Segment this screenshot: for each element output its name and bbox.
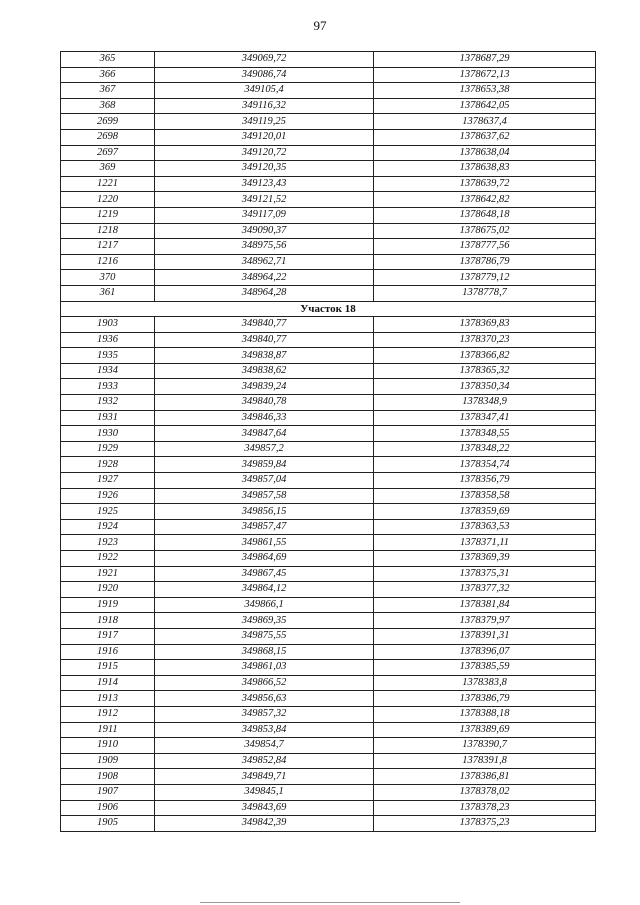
table-row [61, 192, 596, 208]
x-coordinate-cell: 349868,15 [155, 644, 374, 660]
point-number-cell: 1932 [61, 395, 155, 411]
table-row [61, 129, 596, 145]
table-row [61, 52, 596, 68]
y-coordinate-cell: 1378391,8 [374, 753, 596, 769]
y-coordinate-cell: 1378642,82 [374, 192, 596, 208]
point-number-cell: 1921 [61, 566, 155, 582]
section-title: Участок 18 [61, 301, 596, 317]
x-coordinate-cell: 349121,52 [155, 192, 374, 208]
point-number-cell: 361 [61, 285, 155, 301]
x-coordinate-cell: 349120,01 [155, 129, 374, 145]
point-number-cell: 1920 [61, 582, 155, 598]
table-row [61, 800, 596, 816]
table-row [61, 566, 596, 582]
x-coordinate-cell: 349846,33 [155, 410, 374, 426]
x-coordinate-cell: 349843,69 [155, 800, 374, 816]
x-coordinate-cell: 348962,71 [155, 254, 374, 270]
x-coordinate-cell: 349838,62 [155, 363, 374, 379]
table-row [61, 597, 596, 613]
y-coordinate-cell: 1378638,83 [374, 161, 596, 177]
table-row [61, 706, 596, 722]
x-coordinate-cell: 349864,12 [155, 582, 374, 598]
y-coordinate-cell: 1378653,38 [374, 83, 596, 99]
table-row [61, 317, 596, 333]
point-number-cell: 1922 [61, 551, 155, 567]
point-number-cell: 1935 [61, 348, 155, 364]
point-number-cell: 1220 [61, 192, 155, 208]
table-row [61, 223, 596, 239]
table-row [61, 816, 596, 832]
table-row [61, 660, 596, 676]
point-number-cell: 1917 [61, 628, 155, 644]
point-number-cell: 1916 [61, 644, 155, 660]
y-coordinate-cell: 1378348,9 [374, 395, 596, 411]
point-number-cell: 370 [61, 270, 155, 286]
y-coordinate-cell: 1378378,02 [374, 784, 596, 800]
y-coordinate-cell: 1378386,79 [374, 691, 596, 707]
point-number-cell: 1934 [61, 363, 155, 379]
point-number-cell: 366 [61, 67, 155, 83]
table-row [61, 488, 596, 504]
table-row [61, 784, 596, 800]
table-row [61, 207, 596, 223]
y-coordinate-cell: 1378777,56 [374, 239, 596, 255]
point-number-cell: 1911 [61, 722, 155, 738]
point-number-cell: 1923 [61, 535, 155, 551]
point-number-cell: 1910 [61, 738, 155, 754]
table-row [61, 613, 596, 629]
y-coordinate-cell: 1378391,31 [374, 628, 596, 644]
table-row [61, 145, 596, 161]
point-number-cell: 1905 [61, 816, 155, 832]
point-number-cell: 1218 [61, 223, 155, 239]
x-coordinate-cell: 349838,87 [155, 348, 374, 364]
x-coordinate-cell: 349117,09 [155, 207, 374, 223]
point-number-cell: 1915 [61, 660, 155, 676]
table-row [61, 675, 596, 691]
y-coordinate-cell: 1378390,7 [374, 738, 596, 754]
table-row [61, 348, 596, 364]
x-coordinate-cell: 348964,22 [155, 270, 374, 286]
point-number-cell: 1903 [61, 317, 155, 333]
y-coordinate-cell: 1378779,12 [374, 270, 596, 286]
table-row [61, 473, 596, 489]
y-coordinate-cell: 1378637,4 [374, 114, 596, 130]
table-row [61, 410, 596, 426]
y-coordinate-cell: 1378383,8 [374, 675, 596, 691]
point-number-cell: 1930 [61, 426, 155, 442]
y-coordinate-cell: 1378648,18 [374, 207, 596, 223]
x-coordinate-cell: 349869,35 [155, 613, 374, 629]
table-row [61, 83, 596, 99]
x-coordinate-cell: 349861,03 [155, 660, 374, 676]
y-coordinate-cell: 1378366,82 [374, 348, 596, 364]
table-row [61, 379, 596, 395]
table-row [61, 722, 596, 738]
table-row [61, 176, 596, 192]
y-coordinate-cell: 1378389,69 [374, 722, 596, 738]
y-coordinate-cell: 1378375,31 [374, 566, 596, 582]
point-number-cell: 1929 [61, 441, 155, 457]
x-coordinate-cell: 349857,47 [155, 519, 374, 535]
y-coordinate-cell: 1378386,81 [374, 769, 596, 785]
table-row [61, 753, 596, 769]
y-coordinate-cell: 1378687,29 [374, 52, 596, 68]
point-number-cell: 1912 [61, 706, 155, 722]
table-row [61, 519, 596, 535]
table-row [61, 457, 596, 473]
table-row [61, 98, 596, 114]
table-row [61, 332, 596, 348]
point-number-cell: 1919 [61, 597, 155, 613]
point-number-cell: 365 [61, 52, 155, 68]
x-coordinate-cell: 349857,32 [155, 706, 374, 722]
table-row [61, 426, 596, 442]
point-number-cell: 1933 [61, 379, 155, 395]
x-coordinate-cell: 349847,64 [155, 426, 374, 442]
table-row [61, 738, 596, 754]
section-header-row [61, 301, 596, 317]
point-number-cell: 1924 [61, 519, 155, 535]
table-row [61, 504, 596, 520]
y-coordinate-cell: 1378354,74 [374, 457, 596, 473]
x-coordinate-cell: 349120,72 [155, 145, 374, 161]
y-coordinate-cell: 1378350,34 [374, 379, 596, 395]
point-number-cell: 369 [61, 161, 155, 177]
x-coordinate-cell: 349866,1 [155, 597, 374, 613]
x-coordinate-cell: 349120,35 [155, 161, 374, 177]
x-coordinate-cell: 349857,2 [155, 441, 374, 457]
table-row [61, 254, 596, 270]
y-coordinate-cell: 1378378,23 [374, 800, 596, 816]
point-number-cell: 1908 [61, 769, 155, 785]
point-number-cell: 1928 [61, 457, 155, 473]
x-coordinate-cell: 349857,04 [155, 473, 374, 489]
x-coordinate-cell: 349840,77 [155, 332, 374, 348]
x-coordinate-cell: 349123,43 [155, 176, 374, 192]
point-number-cell: 1936 [61, 332, 155, 348]
table-row [61, 535, 596, 551]
point-number-cell: 2698 [61, 129, 155, 145]
x-coordinate-cell: 348964,28 [155, 285, 374, 301]
x-coordinate-cell: 349090,37 [155, 223, 374, 239]
table-row [61, 691, 596, 707]
x-coordinate-cell: 349086,74 [155, 67, 374, 83]
table-row [61, 363, 596, 379]
table-row [61, 441, 596, 457]
y-coordinate-cell: 1378637,62 [374, 129, 596, 145]
x-coordinate-cell: 349857,58 [155, 488, 374, 504]
table-row [61, 395, 596, 411]
point-number-cell: 1221 [61, 176, 155, 192]
table-row [61, 769, 596, 785]
y-coordinate-cell: 1378370,23 [374, 332, 596, 348]
x-coordinate-cell: 349856,15 [155, 504, 374, 520]
y-coordinate-cell: 1378639,72 [374, 176, 596, 192]
point-number-cell: 367 [61, 83, 155, 99]
x-coordinate-cell: 349119,25 [155, 114, 374, 130]
y-coordinate-cell: 1378363,53 [374, 519, 596, 535]
point-number-cell: 1931 [61, 410, 155, 426]
table-row [61, 114, 596, 130]
point-number-cell: 1926 [61, 488, 155, 504]
point-number-cell: 2699 [61, 114, 155, 130]
y-coordinate-cell: 1378371,11 [374, 535, 596, 551]
x-coordinate-cell: 349875,55 [155, 628, 374, 644]
x-coordinate-cell: 349853,84 [155, 722, 374, 738]
point-number-cell: 1217 [61, 239, 155, 255]
x-coordinate-cell: 349859,84 [155, 457, 374, 473]
y-coordinate-cell: 1378642,05 [374, 98, 596, 114]
y-coordinate-cell: 1378375,23 [374, 816, 596, 832]
y-coordinate-cell: 1378675,02 [374, 223, 596, 239]
table-row [61, 644, 596, 660]
x-coordinate-cell: 349852,84 [155, 753, 374, 769]
y-coordinate-cell: 1378369,39 [374, 551, 596, 567]
x-coordinate-cell: 349839,24 [155, 379, 374, 395]
y-coordinate-cell: 1378358,58 [374, 488, 596, 504]
y-coordinate-cell: 1378365,32 [374, 363, 596, 379]
table-row [61, 270, 596, 286]
point-number-cell: 1918 [61, 613, 155, 629]
table-row [61, 285, 596, 301]
point-number-cell: 1925 [61, 504, 155, 520]
y-coordinate-cell: 1378778,7 [374, 285, 596, 301]
table-row [61, 239, 596, 255]
point-number-cell: 1913 [61, 691, 155, 707]
x-coordinate-cell: 349116,32 [155, 98, 374, 114]
scan-artifact-line [200, 902, 460, 903]
coordinates-table-body [61, 52, 596, 832]
y-coordinate-cell: 1378638,04 [374, 145, 596, 161]
point-number-cell: 1907 [61, 784, 155, 800]
y-coordinate-cell: 1378786,79 [374, 254, 596, 270]
y-coordinate-cell: 1378347,41 [374, 410, 596, 426]
x-coordinate-cell: 349861,55 [155, 535, 374, 551]
y-coordinate-cell: 1378381,84 [374, 597, 596, 613]
table-row [61, 628, 596, 644]
x-coordinate-cell: 349866,52 [155, 675, 374, 691]
table-row [61, 551, 596, 567]
y-coordinate-cell: 1378348,55 [374, 426, 596, 442]
page-number: 97 [313, 18, 327, 33]
point-number-cell: 1219 [61, 207, 155, 223]
y-coordinate-cell: 1378672,13 [374, 67, 596, 83]
point-number-cell: 2697 [61, 145, 155, 161]
x-coordinate-cell: 349849,71 [155, 769, 374, 785]
y-coordinate-cell: 1378356,79 [374, 473, 596, 489]
y-coordinate-cell: 1378359,69 [374, 504, 596, 520]
x-coordinate-cell: 349867,45 [155, 566, 374, 582]
x-coordinate-cell: 349856,63 [155, 691, 374, 707]
y-coordinate-cell: 1378385,59 [374, 660, 596, 676]
x-coordinate-cell: 349845,1 [155, 784, 374, 800]
y-coordinate-cell: 1378388,18 [374, 706, 596, 722]
x-coordinate-cell: 349069,72 [155, 52, 374, 68]
x-coordinate-cell: 348975,56 [155, 239, 374, 255]
y-coordinate-cell: 1378379,97 [374, 613, 596, 629]
table-row [61, 67, 596, 83]
y-coordinate-cell: 1378369,83 [374, 317, 596, 333]
point-number-cell: 368 [61, 98, 155, 114]
table-row [61, 582, 596, 598]
y-coordinate-cell: 1378377,32 [374, 582, 596, 598]
x-coordinate-cell: 349840,78 [155, 395, 374, 411]
point-number-cell: 1906 [61, 800, 155, 816]
y-coordinate-cell: 1378348,22 [374, 441, 596, 457]
x-coordinate-cell: 349854,7 [155, 738, 374, 754]
table-row [61, 161, 596, 177]
x-coordinate-cell: 349840,77 [155, 317, 374, 333]
coordinates-table [60, 51, 596, 832]
point-number-cell: 1216 [61, 254, 155, 270]
x-coordinate-cell: 349105,4 [155, 83, 374, 99]
x-coordinate-cell: 349864,69 [155, 551, 374, 567]
point-number-cell: 1927 [61, 473, 155, 489]
y-coordinate-cell: 1378396,07 [374, 644, 596, 660]
x-coordinate-cell: 349842,39 [155, 816, 374, 832]
point-number-cell: 1914 [61, 675, 155, 691]
point-number-cell: 1909 [61, 753, 155, 769]
